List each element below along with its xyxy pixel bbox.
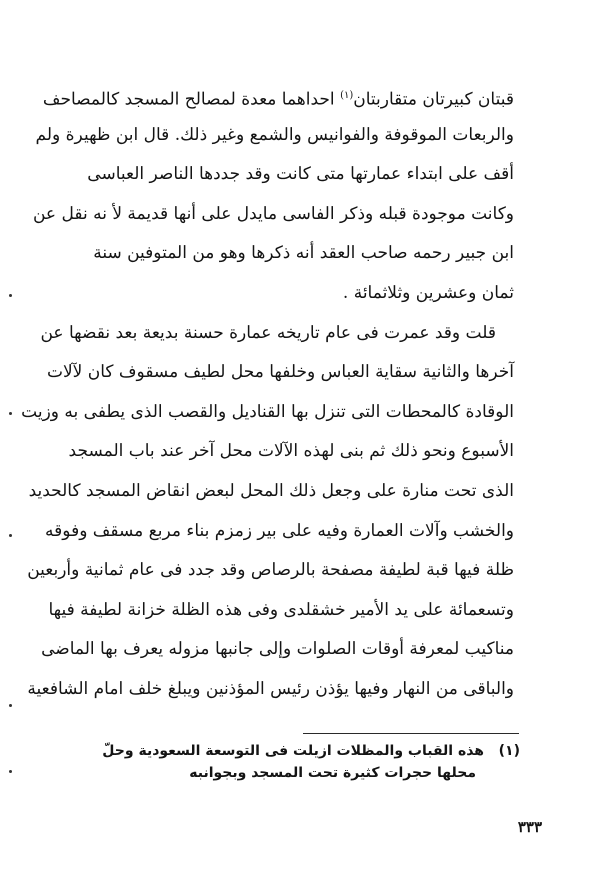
- footnote-text-1: هذه القباب والمظلات ازيلت فى التوسعة السعودية وحلّ: [102, 743, 485, 759]
- text-line-10: الأسبوع ونحو ذلك ثم بنى لهذه الآلات محل آخر عند باب المسجد: [68, 441, 514, 462]
- text-line-13: ظلة فيها قبة لطيفة مصفحة بالرصاص وقد جدد فى عام ثمانية وأربعين: [27, 560, 514, 581]
- scan-mark: [9, 770, 12, 773]
- text-line-16: والباقى من النهار وفيها يؤذن رئيس المؤذنين ويبلغ خلف امام الشافعية: [27, 678, 514, 699]
- text-line-15: مناكيب لمعرفة أوقات الصلوات وإلى جانبها مزوله يعرف بها الماضى: [41, 639, 514, 660]
- body-text: [21, 76, 514, 710]
- scan-mark: [9, 534, 12, 537]
- scan-mark: [9, 412, 12, 415]
- footnote: [96, 740, 520, 784]
- text-line-7: قلت وقد عمرت فى عام تاريخه عمارة حسنة بديعة بعد نقضها عن: [40, 322, 496, 343]
- text-line-12: والخشب وآلات العمارة وفيه على بير زمزم بناء مربع مسقف وفوقه: [45, 520, 514, 541]
- text-line-2: والربعات الموقوفة والفوانيس والشمع وغير ذلك. قال ابن ظهيرة ولم: [35, 124, 514, 145]
- text-line-9: الوقادة كالمحطات التى تنزل بها القناديل والقصب الذى يطفى به وزيت: [21, 401, 514, 422]
- scan-mark: [9, 294, 12, 297]
- text-line-5: ابن جبير رحمه صاحب العقد أنه ذكرها وهو من المتوفين سنة: [93, 243, 514, 264]
- footnote-line-1: [96, 740, 520, 762]
- text-line-1-start: قبتان كبيرتان متقاربتان: [353, 89, 514, 110]
- text-line-4: وكانت موجودة قبله وذكر الفاسى مايدل على أنها قديمة لأ نه نقل عن: [32, 203, 514, 224]
- text-line-3: أقف على ابتداء عمارتها متى كانت وقد جددها الناصر العباسى: [87, 164, 514, 185]
- text-line-8: آخرها والثانية سقاية العباس وخلفها محل لطيف مسقوف كان لآلات: [46, 362, 514, 383]
- text-line-14: وتسعمائة على يد الأمير خشقلدى وفى هذه الظلة خزانة لطيفة فيها: [48, 599, 514, 620]
- footnote-marker: (١): [498, 743, 520, 759]
- footnote-line-2: محلها حجرات كثيرة تحت المسجد وبجوانبه: [189, 765, 476, 781]
- text-line-11: الذى تحت منارة على وجعل ذلك المحل لبعض انقاض المسجد كالحديد: [28, 480, 514, 501]
- text-line-1: [42, 76, 514, 116]
- text-line-1-end: احداهما معدة لمصالح المسجد كالمصاحف: [42, 89, 335, 110]
- scan-mark: [9, 704, 12, 707]
- page-number: ٣٣٣: [517, 818, 542, 836]
- footnote-divider: [303, 733, 519, 734]
- text-line-6: ثمان وعشرين وثلاثمائة .: [342, 282, 514, 303]
- footnote-reference: (١): [340, 90, 354, 101]
